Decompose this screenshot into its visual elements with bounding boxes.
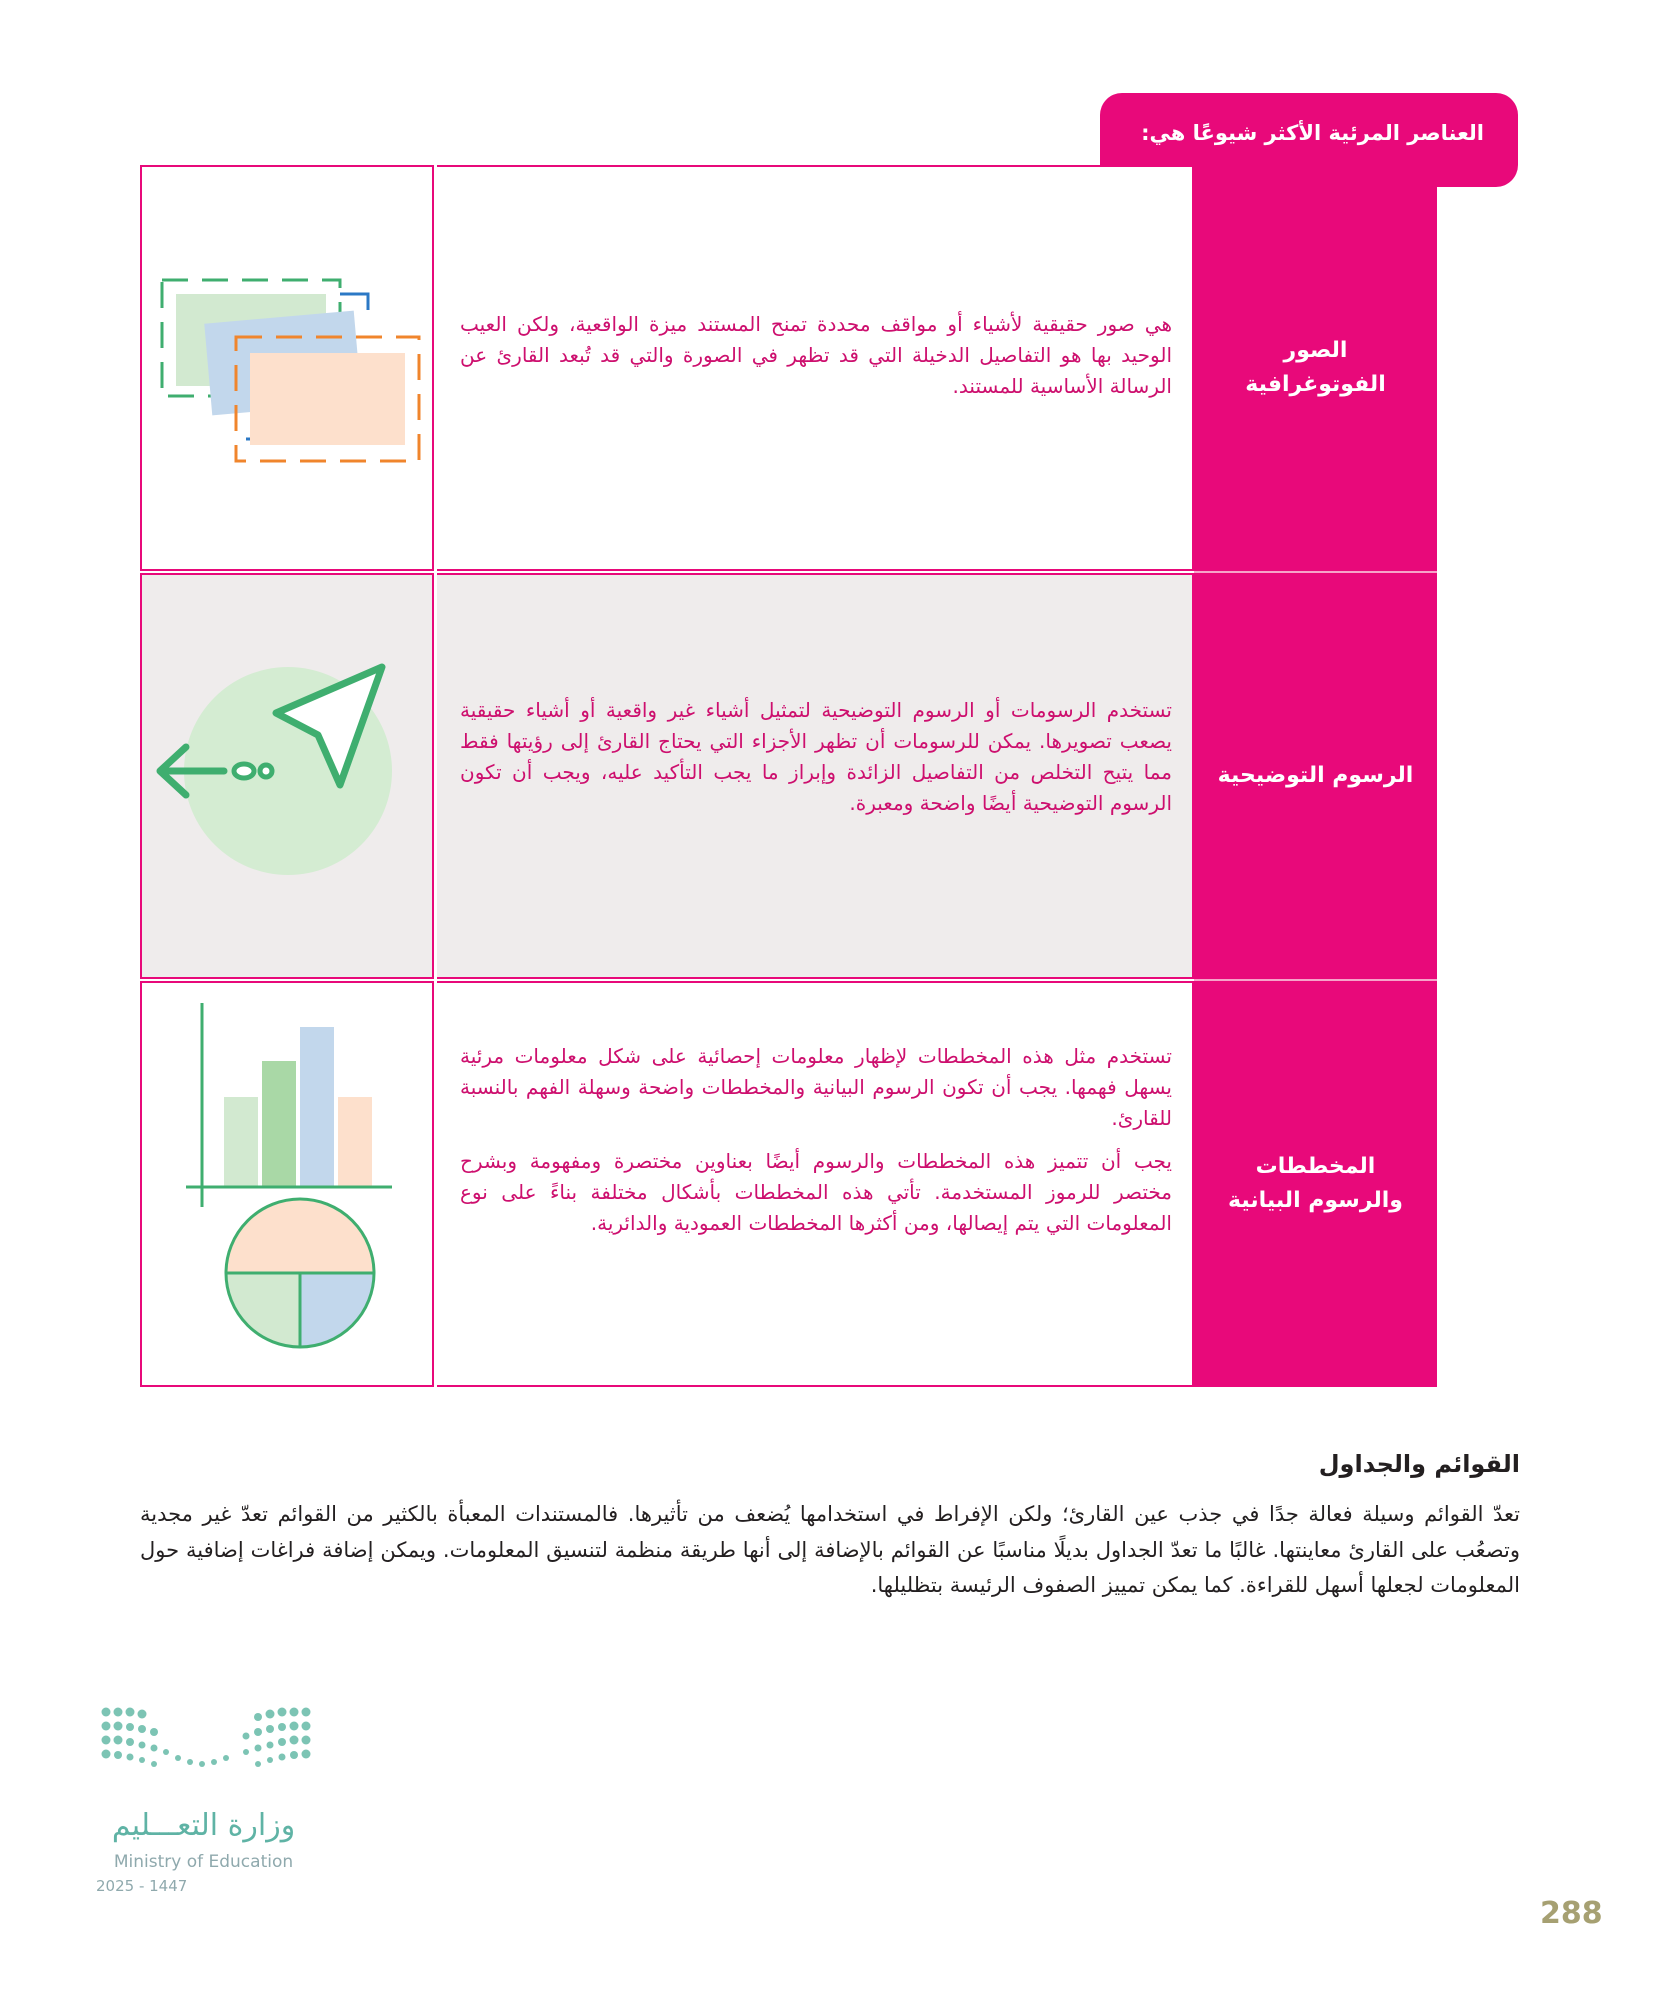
row-paragraph: تستخدم مثل هذه المخططات لإظهار معلومات إحصائية على شكل معلومات مرئية يسهل فهمها. يجب أن تكون الرسوم البيانية والمخططات واضحة وسهلة الفهم بالنسبة للقارئ. [460, 1044, 1172, 1130]
row-label-cell [1194, 165, 1437, 571]
row-description [460, 309, 1172, 402]
page-number: 288 [1540, 1896, 1603, 1931]
row-label: الصور الفوتوغرافية [1245, 337, 1386, 397]
row-label-cell [1194, 573, 1437, 979]
table-row [140, 573, 1437, 979]
row-label-cell [1194, 981, 1437, 1387]
row-label: الرسوم التوضيحية [1217, 762, 1414, 788]
row-paragraph: هي صور حقيقية لأشياء أو مواقف محددة تمنح المستند ميزة الواقعية، ولكن العيب الوحيد بها هو التفاصيل الدخيلة التي قد تظهر في الصورة والتي قد تُبعد القارئ عن الرسالة الأساسية للمستند. [460, 312, 1172, 398]
row-description-cell [437, 165, 1194, 571]
table-row [140, 981, 1437, 1387]
section-body: تعدّ القوائم وسيلة فعالة جدًا في جذب عين القارئ؛ ولكن الإفراط في استخدامها يُضعف من تأثيرها. فالمستندات المعبأة بالكثير من القوائم تعدّ غير مجدية وتصعُب على القارئ معاينتها. غالبًا ما تعدّ الجداول بديلًا مناسبًا عن القوائم بالإضافة إلى أنها طريقة منظمة لتنسيق المعلومات. ويمكن إضافة فراغات إضافية حول المعلومات لجعلها أسهل للقراءة. كما يمكن تمييز الصفوف الرئيسة بتظليلها. [140, 1502, 1520, 1598]
row-description [460, 695, 1172, 819]
row-image-cell [140, 165, 434, 571]
row-paragraph: يجب أن تتميز هذه المخططات والرسوم أيضًا بعناوين مختصرة ومفهومة وبشرح مختصر للرموز المستخدمة. تأتي هذه المخططات بأشكال مختلفة بناءً على نوع المعلومات التي يتم إيصالها، ومن أكثرها المخططات العمودية والدائرية. [460, 1149, 1172, 1235]
row-image-cell [140, 981, 434, 1387]
row-paragraph: تستخدم الرسومات أو الرسوم التوضيحية لتمثيل أشياء غير واقعية أو أشياء حقيقية يصعب تصويرها. يمكن للرسومات أن تظهر الأجزاء التي يحتاج القارئ إلى رؤيتها فقط مما يتيح التخلص من التفاصيل الزائدة وإبراز ما يجب التأكيد عليه، ويجب أن تكون الرسوم التوضيحية أيضًا واضحة ومعبرة. [460, 698, 1172, 815]
ministry-name-en: Ministry of Education [113, 1852, 294, 1872]
row-description-cell [437, 573, 1194, 979]
edition-year: 2025 - 1447 [96, 1877, 188, 1895]
section-tab-title: العناصر المرئية الأكثر شيوعًا هي: [1141, 121, 1484, 145]
row-image-cell [140, 573, 434, 979]
visual-elements-table [140, 165, 1437, 1387]
photos-icon [142, 167, 432, 569]
ministry-name-ar: وزارة التعـــليم [111, 1808, 296, 1843]
illustration-arrow-icon [142, 575, 432, 977]
charts-icon [142, 983, 432, 1385]
table-row [140, 165, 1437, 571]
section-heading: القوائم والجداول [1318, 1450, 1520, 1478]
row-description-cell [437, 981, 1194, 1387]
row-description [460, 1041, 1172, 1239]
row-label: المخططات والرسوم البيانية [1228, 1153, 1403, 1213]
